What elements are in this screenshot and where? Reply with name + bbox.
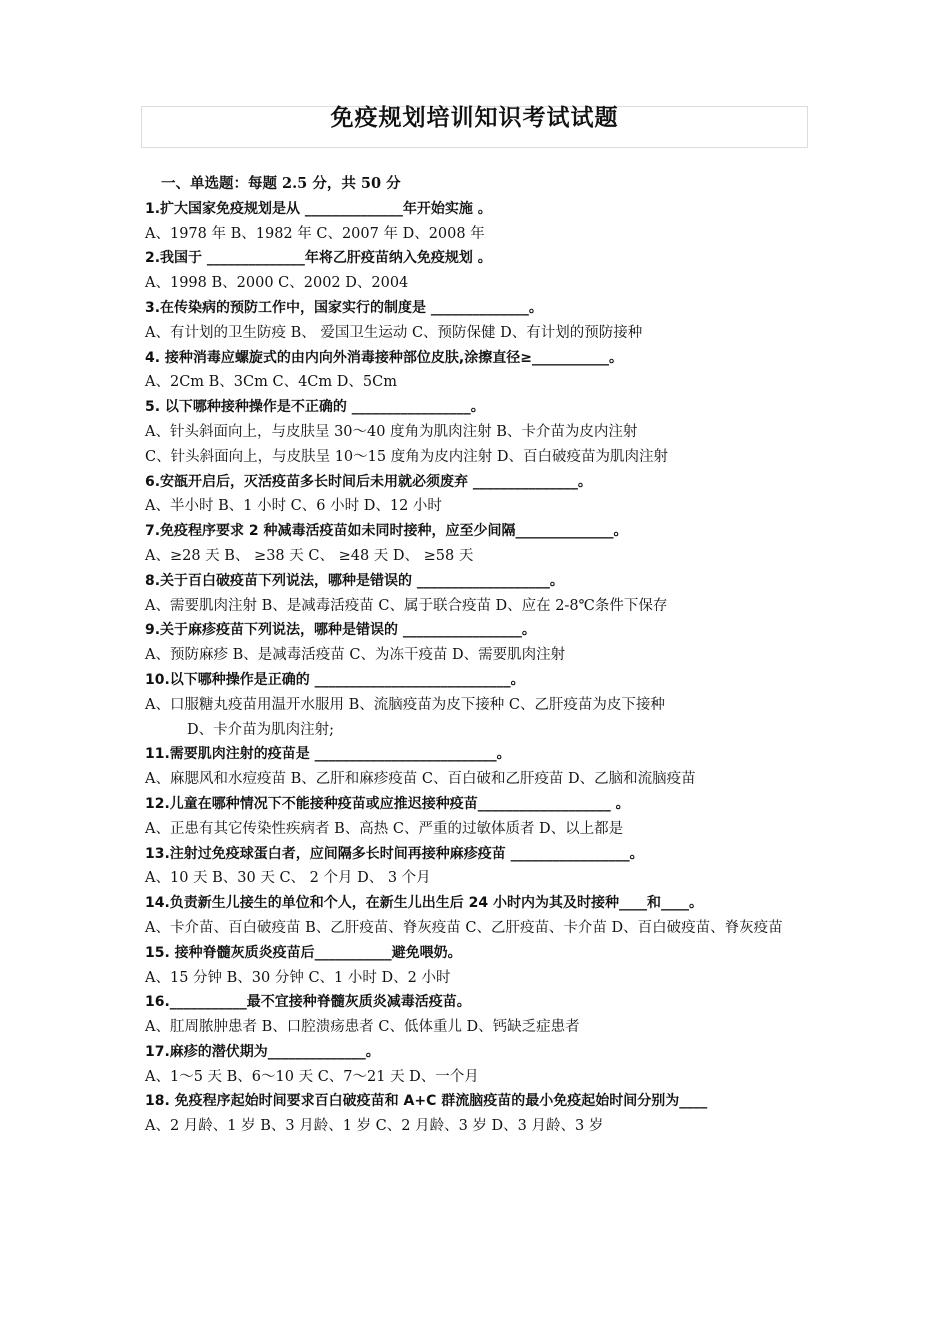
- option-line: A、1978 年 B、1982 年 C、2007 年 D、2008 年: [145, 225, 485, 242]
- option-line: A、需要肌肉注射 B、是减毒活疫苗 C、属于联合疫苗 D、应在 2-8℃条件下保存: [145, 597, 668, 614]
- option-line: A、1998 B、2000 C、2002 D、2004: [145, 275, 409, 292]
- option-line: A、15 分钟 B、30 分钟 C、1 小时 D、2 小时: [145, 969, 451, 986]
- question-line: 14.负责新生儿接生的单位和个人，在新生儿出生后 24 小时内为其及时接种____和____。: [145, 895, 704, 912]
- option-line: A、正患有其它传染性疾病者 B、高热 C、严重的过敏体质者 D、以上都是: [145, 820, 624, 837]
- question-line: 2.我国于 ______________年将乙肝疫苗纳入免疫规划 。: [145, 250, 492, 267]
- document-title: 免疫规划培训知识考试试题: [330, 105, 619, 131]
- question-line: 15. 接种脊髓灰质炎疫苗后___________避免喂奶。: [145, 944, 462, 961]
- option-line: A、麻腮风和水痘疫苗 B、乙肝和麻疹疫苗 C、百白破和乙肝疫苗 D、乙脑和流脑疫苗: [145, 771, 696, 788]
- question-line: 18. 免疫程序起始时间要求百白破疫苗和 A+C 群流脑疫苗的最小免疫起始时间分别为____: [145, 1093, 708, 1110]
- option-line: A、针头斜面向上，与皮肤呈 30～40 度角为肌肉注射 B、卡介苗为皮内注射: [145, 423, 638, 440]
- option-line: A、1～5 天 B、6～10 天 C、7～21 天 D、一个月: [145, 1068, 479, 1085]
- option-line: A、卡介苗、百白破疫苗 B、乙肝疫苗、脊灰疫苗 C、乙肝疫苗、卡介苗 D、百白破疫苗、脊灰疫苗: [145, 919, 783, 936]
- question-line: 3.在传染病的预防工作中，国家实行的制度是 ______________。: [145, 299, 543, 316]
- option-line: A、10 天 B、30 天 C、 2 个月 D、 3 个月: [145, 870, 431, 887]
- question-line: 13.注射过免疫球蛋白者，应间隔多长时间再接种麻疹疫苗 _________________。: [145, 845, 644, 862]
- question-line: 5. 以下哪种接种操作是不正确的 _________________。: [145, 399, 485, 416]
- option-line: A、≥28 天 B、 ≥38 天 C、 ≥48 天 D、 ≥58 天: [145, 547, 474, 564]
- question-line: 10.以下哪种操作是正确的 ____________________________。: [145, 671, 525, 688]
- option-line: A、有计划的卫生防疫 B、 爱国卫生运动 C、预防保健 D、有计划的预防接种: [145, 324, 643, 341]
- question-line: 8.关于百白破疫苗下列说法，哪种是错误的 ___________________。: [145, 572, 564, 589]
- option-line: C、针头斜面向上，与皮肤呈 10～15 度角为皮内注射 D、百白破疫苗为肌肉注射: [145, 448, 668, 465]
- question-line: 1.扩大国家免疫规划是从 ______________年开始实施 。: [145, 200, 492, 217]
- question-line: 11.需要肌肉注射的疫苗是 __________________________。: [145, 746, 511, 763]
- option-line: A、2Cm B、3Cm C、4Cm D、5Cm: [145, 374, 397, 391]
- question-line: 4. 接种消毒应螺旋式的由内向外消毒接种部位皮肤,涂擦直径≥___________。: [145, 349, 623, 366]
- question-line: 7.免疫程序要求 2 种减毒活疫苗如未同时接种，应至少间隔______________。: [145, 523, 628, 540]
- question-line: 9.关于麻疹疫苗下列说法，哪种是错误的 _________________。: [145, 622, 536, 639]
- question-line: 6.安瓿开启后，灭活疫苗多长时间后未用就必须废弃 _______________。: [145, 473, 592, 490]
- question-list: [145, 197, 825, 1139]
- option-line: A、半小时 B、1 小时 C、6 小时 D、12 小时: [145, 498, 442, 515]
- option-line: D、卡介苗为肌肉注射;: [187, 721, 335, 738]
- question-line: 12.儿童在哪种情况下不能接种疫苗或应推迟接种疫苗___________________ 。: [145, 795, 630, 812]
- option-line: A、预防麻疹 B、是减毒活疫苗 C、为冻干疫苗 D、需要肌肉注射: [145, 647, 566, 664]
- option-line: A、2 月龄、1 岁 B、3 月龄、1 岁 C、2 月龄、3 岁 D、3 月龄、3 岁: [145, 1118, 604, 1135]
- option-line: A、口服糖丸疫苗用温开水服用 B、流脑疫苗为皮下接种 C、乙肝疫苗为皮下接种: [145, 696, 665, 713]
- question-line: 17.麻疹的潜伏期为______________。: [145, 1043, 380, 1060]
- section-heading: 一、单选题：每题 2.5 分，共 50 分: [161, 175, 401, 192]
- exam-content: [145, 172, 825, 1139]
- question-line: 16.___________最不宜接种脊髓灰质炎减毒活疫苗。: [145, 994, 471, 1011]
- option-line: A、肛周脓肿患者 B、口腔溃疡患者 C、低体重儿 D、钙缺乏症患者: [145, 1019, 580, 1036]
